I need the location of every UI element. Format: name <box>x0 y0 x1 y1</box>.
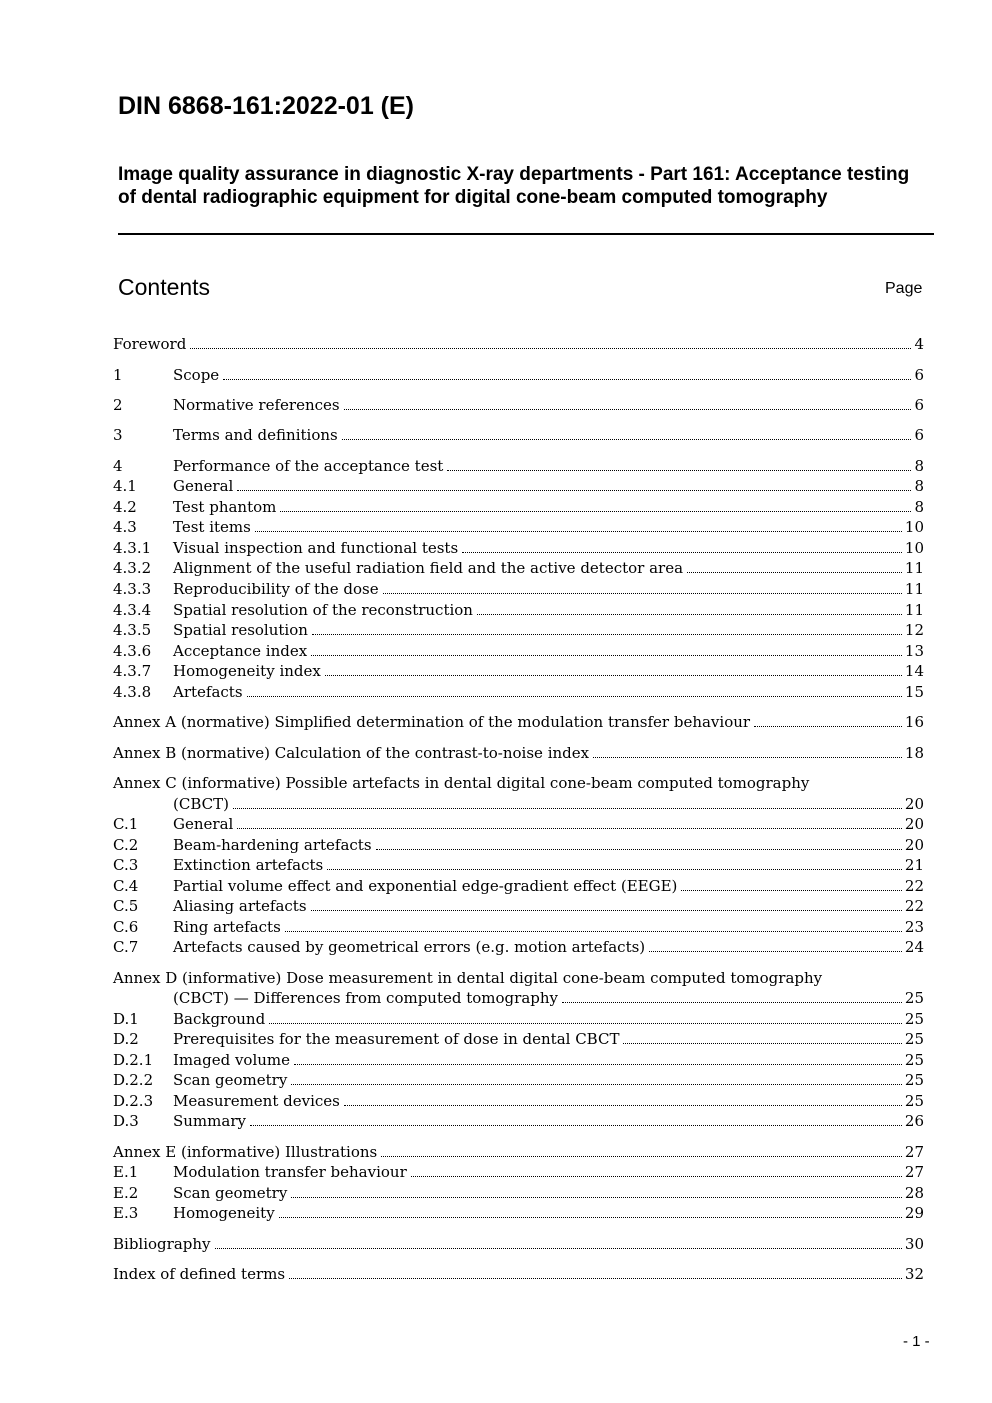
toc-entry-page: 24 <box>904 938 924 956</box>
toc-entry-4[interactable] <box>113 456 924 476</box>
toc-entry-page: 6 <box>914 396 924 414</box>
toc-entry-number: 4.3.6 <box>113 642 152 660</box>
toc-entry-page: 15 <box>904 683 924 701</box>
toc-entry-c-6[interactable] <box>113 917 924 937</box>
toc-entry-d-2-2[interactable] <box>113 1070 924 1090</box>
toc-entry-annex-c[interactable] <box>113 773 924 793</box>
dot-leader <box>291 1070 902 1085</box>
toc-entry-page: 25 <box>904 989 924 1007</box>
toc-entry-title: Aliasing artefacts <box>173 897 307 915</box>
toc-entry-3[interactable] <box>113 425 924 445</box>
toc-entry-number: 4.1 <box>113 477 137 495</box>
toc-entry-page: 21 <box>904 856 924 874</box>
toc-entry-page: 30 <box>904 1235 924 1253</box>
toc-entry-title: Annex B (normative) Calculation of the contrast-to-noise index <box>113 744 590 762</box>
toc-entry-d-2-3[interactable] <box>113 1091 924 1111</box>
toc-entry-page: 8 <box>914 457 924 475</box>
toc-entry-annex-d-continued[interactable] <box>113 988 924 1008</box>
toc-entry-page: 6 <box>914 366 924 384</box>
toc-entry-page: 25 <box>904 1051 924 1069</box>
toc-entry-page: 16 <box>904 713 924 731</box>
toc-entry-4-3-5[interactable] <box>113 620 924 640</box>
toc-entry-title: (CBCT) — Differences from computed tomography <box>173 989 559 1007</box>
toc-entry-page: 12 <box>904 621 924 639</box>
toc-entry-title: Modulation transfer behaviour <box>173 1163 407 1181</box>
toc-entry-title: Prerequisites for the measurement of dose in dental CBCT <box>173 1030 620 1048</box>
toc-entry-page: 8 <box>914 477 924 495</box>
toc-entry-number: 4.3.5 <box>113 621 152 639</box>
toc-entry-title: Homogeneity <box>173 1204 275 1222</box>
toc-entry-number: D.2 <box>113 1030 139 1048</box>
dot-leader <box>687 558 902 573</box>
toc-entry-number: C.2 <box>113 836 139 854</box>
toc-entry-number: C.7 <box>113 938 139 956</box>
dot-leader <box>447 456 911 471</box>
dot-leader <box>285 917 902 932</box>
toc-entry-number: D.3 <box>113 1112 139 1130</box>
dot-leader <box>381 1142 902 1157</box>
toc-entry-page: 8 <box>914 498 924 516</box>
toc-entry-d-1[interactable] <box>113 1009 924 1029</box>
toc-entry-page: 28 <box>904 1184 924 1202</box>
toc-entry-title: (CBCT) <box>173 795 229 813</box>
dot-leader <box>383 579 902 594</box>
toc-entry-page: 14 <box>904 662 924 680</box>
dot-leader <box>311 641 902 656</box>
toc-entry-title: Terms and definitions <box>173 426 338 444</box>
toc-entry-4-3-7[interactable] <box>113 661 924 681</box>
dot-leader <box>237 814 902 829</box>
dot-leader <box>280 497 911 512</box>
toc-entry-number: 4.3.8 <box>113 683 152 701</box>
toc-entry-number: 4.3.2 <box>113 559 152 577</box>
toc-entry-bibliography[interactable] <box>113 1234 924 1254</box>
toc-entry-title: Scope <box>173 366 220 384</box>
toc-entry-title: Scan geometry <box>173 1184 288 1202</box>
toc-entry-number: 2 <box>113 396 123 414</box>
toc-entry-page: 29 <box>904 1204 924 1222</box>
toc-entry-page: 11 <box>904 601 924 619</box>
toc-entry-number: C.4 <box>113 877 139 895</box>
dot-leader <box>376 835 902 850</box>
toc-entry-number: C.3 <box>113 856 139 874</box>
toc-entry-1[interactable] <box>113 365 924 385</box>
toc-entry-number: C.5 <box>113 897 139 915</box>
toc-entry-number: 3 <box>113 426 123 444</box>
toc-entry-c-4[interactable] <box>113 876 924 896</box>
toc-entry-number: E.2 <box>113 1184 139 1202</box>
toc-entry-4-3[interactable] <box>113 517 924 537</box>
toc-entry-annex-b[interactable] <box>113 743 924 763</box>
toc-entry-number: 4.3.7 <box>113 662 152 680</box>
toc-entry-c-5[interactable] <box>113 896 924 916</box>
toc-entry-d-2-1[interactable] <box>113 1050 924 1070</box>
toc-entry-4-3-4[interactable] <box>113 600 924 620</box>
toc-entry-title: General <box>173 477 234 495</box>
dot-leader <box>327 855 902 870</box>
toc-entry-annex-a[interactable] <box>113 712 924 732</box>
toc-entry-title: Partial volume effect and exponential edge-gradient effect (EEGE) <box>173 877 678 895</box>
toc-entry-page: 25 <box>904 1092 924 1110</box>
toc-entry-title: Summary <box>173 1112 246 1130</box>
dot-leader <box>255 517 902 532</box>
toc-entry-number: 4.2 <box>113 498 137 516</box>
dot-leader <box>311 896 902 911</box>
toc-entry-2[interactable] <box>113 395 924 415</box>
toc-entry-title: Spatial resolution of the reconstruction <box>173 601 473 619</box>
toc-entry-title: Foreword <box>113 335 187 353</box>
toc-entry-title: Annex A (normative) Simplified determination of the modulation transfer behaviour <box>113 713 751 731</box>
dot-leader <box>215 1234 902 1249</box>
toc-entry-page: 26 <box>904 1112 924 1130</box>
toc-entry-title: Scan geometry <box>173 1071 288 1089</box>
toc-entry-title: Normative references <box>173 396 340 414</box>
toc-entry-page: 13 <box>904 642 924 660</box>
toc-entry-4-3-8[interactable] <box>113 682 924 702</box>
toc-entry-page: 27 <box>904 1163 924 1181</box>
toc-entry-title: Ring artefacts <box>173 918 281 936</box>
dot-leader <box>462 538 902 553</box>
toc-entry-page: 11 <box>904 580 924 598</box>
toc-entry-title: Test phantom <box>173 498 277 516</box>
toc-entry-number: D.1 <box>113 1010 139 1028</box>
dot-leader <box>294 1050 902 1065</box>
toc-entry-title: Performance of the acceptance test <box>173 457 444 475</box>
toc-entry-page: 6 <box>914 426 924 444</box>
toc-entry-number: 4.3 <box>113 518 137 536</box>
toc-entry-title: Imaged volume <box>173 1051 291 1069</box>
toc-entry-number: 4 <box>113 457 123 475</box>
document-id: DIN 6868-161:2022-01 (E) <box>118 92 414 120</box>
toc-entry-d-2[interactable] <box>113 1029 924 1049</box>
dot-leader <box>623 1029 901 1044</box>
toc-entry-page: 22 <box>904 897 924 915</box>
page-column-label: Page <box>885 280 923 297</box>
toc-entry-number: 4.3.4 <box>113 601 152 619</box>
toc-entry-title: Acceptance index <box>173 642 308 660</box>
toc-entry-page: 18 <box>904 744 924 762</box>
toc-entry-title: Annex E (informative) Illustrations <box>113 1143 378 1161</box>
dot-leader <box>562 988 902 1003</box>
toc-entry-title: Artefacts caused by geometrical errors (e.g. motion artefacts) <box>173 938 646 956</box>
dot-leader <box>344 1091 902 1106</box>
toc-entry-page: 25 <box>904 1010 924 1028</box>
toc-entry-number: 4.3.3 <box>113 580 152 598</box>
toc-entry-title: Annex D (informative) Dose measurement in dental digital cone-beam computed tomography <box>113 969 823 987</box>
dot-leader <box>649 937 902 952</box>
toc-entry-title: Index of defined terms <box>113 1265 286 1283</box>
dot-leader <box>411 1162 902 1177</box>
toc-entry-e-2[interactable] <box>113 1183 924 1203</box>
toc-entry-annex-e[interactable] <box>113 1142 924 1162</box>
toc-entry-page: 20 <box>904 795 924 813</box>
dot-leader <box>269 1009 902 1024</box>
toc-entry-title: Artefacts <box>173 683 243 701</box>
dot-leader <box>190 334 911 349</box>
dot-leader <box>223 365 911 380</box>
dot-leader <box>342 425 912 440</box>
dot-leader <box>233 794 902 809</box>
dot-leader <box>291 1183 902 1198</box>
toc-entry-4-3-1[interactable] <box>113 538 924 558</box>
toc-entry-title: Reproducibility of the dose <box>173 580 379 598</box>
dot-leader <box>681 876 902 891</box>
toc-entry-title: Bibliography <box>113 1235 211 1253</box>
toc-entry-title: Background <box>173 1010 266 1028</box>
toc-entry-foreword[interactable] <box>113 334 924 354</box>
toc-entry-4-2[interactable] <box>113 497 924 517</box>
toc-entry-page: 27 <box>904 1143 924 1161</box>
toc-entry-4-1[interactable] <box>113 476 924 496</box>
toc-entry-c-1[interactable] <box>113 814 924 834</box>
toc-entry-page: 22 <box>904 877 924 895</box>
dot-leader <box>754 712 902 727</box>
dot-leader <box>237 476 911 491</box>
dot-leader <box>289 1264 902 1279</box>
toc-entry-e-1[interactable] <box>113 1162 924 1182</box>
toc-entry-e-3[interactable] <box>113 1203 924 1223</box>
toc-entry-page: 23 <box>904 918 924 936</box>
toc-entry-number: E.3 <box>113 1204 139 1222</box>
toc-entry-page: 25 <box>904 1030 924 1048</box>
toc-entry-number: 1 <box>113 366 123 384</box>
toc-entry-page: 11 <box>904 559 924 577</box>
toc-entry-number: C.1 <box>113 815 139 833</box>
toc-entry-4-3-3[interactable] <box>113 579 924 599</box>
toc-entry-c-3[interactable] <box>113 855 924 875</box>
toc-entry-page: 10 <box>904 518 924 536</box>
dot-leader <box>312 620 902 635</box>
page-number: - 1 - <box>903 1333 930 1350</box>
toc-entry-title: Test items <box>173 518 251 536</box>
toc-entry-annex-c-continued[interactable] <box>113 794 924 814</box>
toc-entry-page: 20 <box>904 836 924 854</box>
toc-entry-title: Measurement devices <box>173 1092 340 1110</box>
toc-entry-title: Visual inspection and functional tests <box>173 539 459 557</box>
dot-leader <box>247 682 902 697</box>
dot-leader <box>593 743 902 758</box>
dot-leader <box>477 600 902 615</box>
toc-entry-4-3-6[interactable] <box>113 641 924 661</box>
toc-entry-title: General <box>173 815 234 833</box>
toc-entry-index-of-defined-terms[interactable] <box>113 1264 924 1284</box>
toc-entry-c-7[interactable] <box>113 937 924 957</box>
toc-entry-page: 25 <box>904 1071 924 1089</box>
toc-entry-number: D.2.3 <box>113 1092 154 1110</box>
toc-entry-number: D.2.1 <box>113 1051 154 1069</box>
toc-entry-d-3[interactable] <box>113 1111 924 1131</box>
dot-leader <box>325 661 902 676</box>
toc-entry-title: Spatial resolution <box>173 621 308 639</box>
toc-entry-page: 32 <box>904 1265 924 1283</box>
toc-entry-title: Homogeneity index <box>173 662 321 680</box>
toc-entry-number: 4.3.1 <box>113 539 152 557</box>
dot-leader <box>279 1203 902 1218</box>
toc-entry-number: E.1 <box>113 1163 139 1181</box>
toc-entry-page: 20 <box>904 815 924 833</box>
toc-entry-4-3-2[interactable] <box>113 558 924 578</box>
dot-leader <box>344 395 912 410</box>
toc-entry-title: Extinction artefacts <box>173 856 324 874</box>
toc-entry-number: D.2.2 <box>113 1071 154 1089</box>
contents-heading: Contents <box>118 274 211 300</box>
toc-entry-title: Beam-hardening artefacts <box>173 836 372 854</box>
toc-entry-number: C.6 <box>113 918 139 936</box>
toc-entry-title: Alignment of the useful radiation field and the active detector area <box>173 559 684 577</box>
toc-entry-c-2[interactable] <box>113 835 924 855</box>
toc-entry-page: 4 <box>914 335 924 353</box>
dot-leader <box>250 1111 902 1126</box>
toc-entry-title: Annex C (informative) Possible artefacts in dental digital cone-beam computed tomography <box>113 774 810 792</box>
document-title: Image quality assurance in diagnostic X-ray departments - Part 161: Acceptance testing of dental radiographic equipment for digital cone-beam computed tomography <box>118 164 910 208</box>
toc-entry-annex-d[interactable] <box>113 968 924 988</box>
toc-entry-page: 10 <box>904 539 924 557</box>
